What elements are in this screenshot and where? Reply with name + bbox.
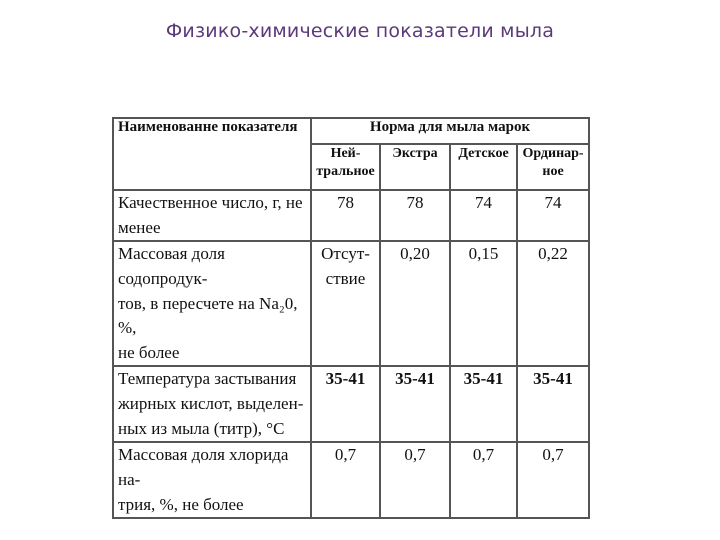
table-cell: 35-41 <box>450 366 517 442</box>
row-label: Температура застывания жирных кислот, выделен- ных из мыла (титр), °С <box>113 366 311 442</box>
row-label: Массовая доля хлорида на- трия, %, не более <box>113 442 311 518</box>
table-cell: Отсут- ствие <box>311 241 380 366</box>
table-row <box>113 241 589 366</box>
table-cell: 78 <box>380 190 450 241</box>
table-cell: 78 <box>311 190 380 241</box>
table-cell: 35-41 <box>517 366 589 442</box>
table-cell: 0,7 <box>450 442 517 518</box>
table-row <box>113 190 589 241</box>
column-header-ordinary: Ординар- ное <box>517 144 589 190</box>
column-group-header-norm: Норма для мыла марок <box>311 118 589 144</box>
row-label: Массовая доля содопродук- тов, в пересчете на Na₂0, %, не более <box>113 241 311 366</box>
norm-table <box>112 117 590 519</box>
table-cell: 74 <box>517 190 589 241</box>
column-header-extra: Экстра <box>380 144 450 190</box>
column-header-indicator: Наименованне показателя <box>113 118 311 190</box>
row-label: Качественное число, г, не менее <box>113 190 311 241</box>
table-cell: 35-41 <box>380 366 450 442</box>
table-row <box>113 366 589 442</box>
table-cell: 0,7 <box>380 442 450 518</box>
table-cell: 74 <box>450 190 517 241</box>
table-cell: 0,22 <box>517 241 589 366</box>
table-cell: 35-41 <box>311 366 380 442</box>
table-cell: 0,15 <box>450 241 517 366</box>
table-cell: 0,7 <box>311 442 380 518</box>
column-header-children: Детское <box>450 144 517 190</box>
table-cell: 0,20 <box>380 241 450 366</box>
slide-title: Физико-химические показатели мыла <box>165 20 555 42</box>
table-cell: 0,7 <box>517 442 589 518</box>
table-row <box>113 442 589 518</box>
column-header-neutral: Ней- тральное <box>311 144 380 190</box>
soap-indicators-table <box>112 117 588 514</box>
